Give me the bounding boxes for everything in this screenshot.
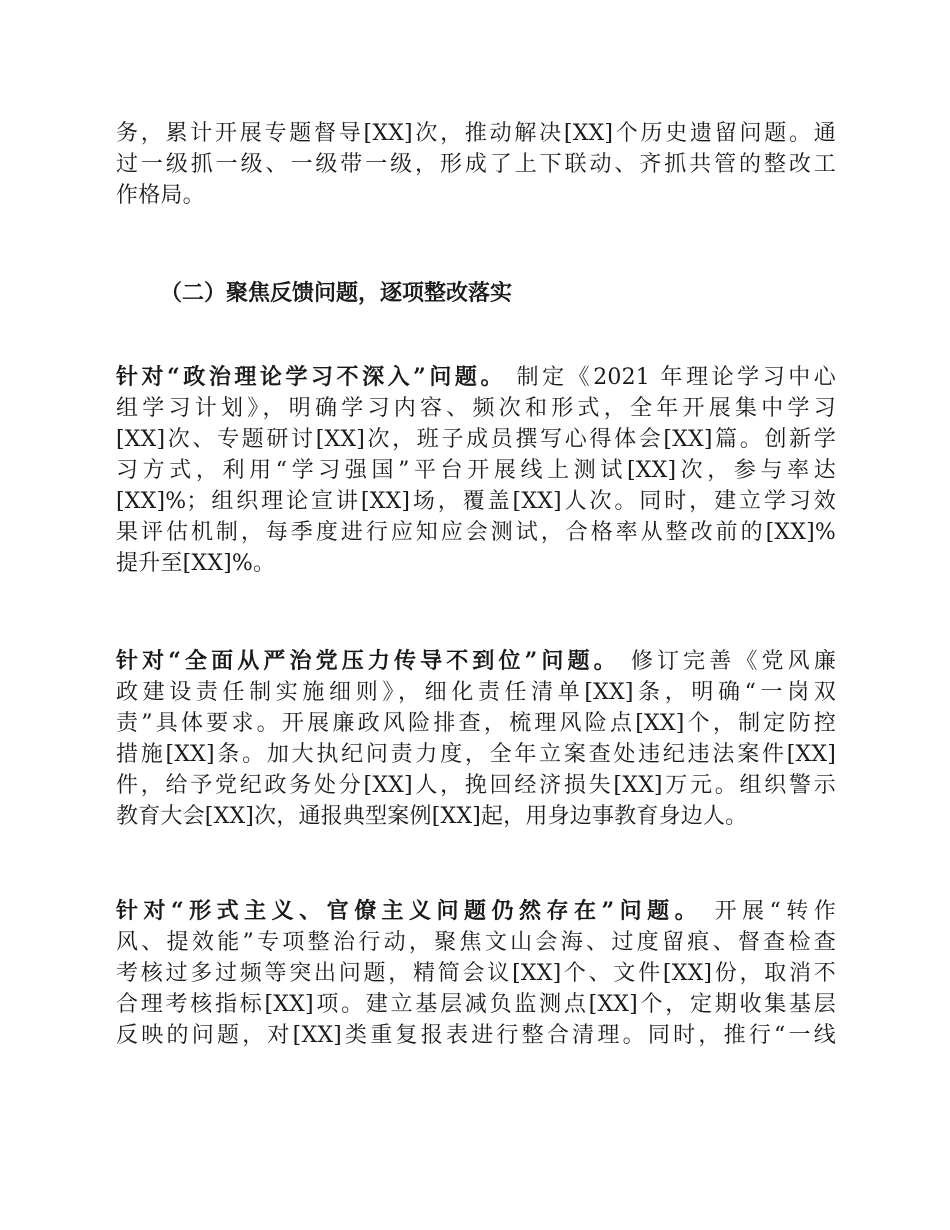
text-fragment: 修订完善《党风廉: [619, 649, 837, 674]
issue-lead: 针对“全面从严治党压力传导不到位”问题。: [116, 648, 620, 674]
text-line: 风、提效能”专项整治行动，聚焦文山会海、过度留痕、督查检查: [116, 930, 836, 955]
text-fragment: 开展“转作: [702, 899, 836, 924]
paragraph-continuation: [116, 118, 836, 211]
section-heading: （二）聚焦反馈问题，逐项整改落实: [160, 280, 513, 306]
text-line: 合理考核指标[XX]项。建立基层减负监测点[XX]个，定期收集基层: [116, 992, 836, 1017]
text-line: [116, 896, 836, 927]
text-fragment: 制定《2021 年理论学习中心: [506, 365, 836, 390]
text-line: [XX]%；组织理论宣讲[XX]场，覆盖[XX]人次。同时，建立学习效: [116, 489, 836, 514]
issue-paragraph-3: [116, 896, 836, 1051]
text-line: 教育大会[XX]次，通报典型案例[XX]起，用身边事教育身边人。: [116, 804, 748, 829]
text-line: 务，累计开展专题督导[XX]次，推动解决[XX]个历史遗留问题。通: [116, 121, 836, 146]
text-line: 责”具体要求。开展廉政风险排查，梳理风险点[XX]个，制定防控: [116, 711, 836, 736]
text-line: [116, 362, 836, 393]
text-line: 反映的问题，对[XX]类重复报表进行整合清理。同时，推行“一线: [116, 1023, 836, 1048]
text-line: 措施[XX]条。加大执纪问责力度，全年立案查处违纪违法案件[XX]: [116, 742, 836, 767]
text-line: 果评估机制，每季度进行应知应会测试，合格率从整改前的[XX]%: [116, 520, 836, 545]
issue-lead: 针对“政治理论学习不深入”问题。: [116, 364, 507, 390]
issue-paragraph-2: [116, 646, 836, 832]
text-line: 政建设责任制实施细则》，细化责任清单[XX]条，明确“一岗双: [116, 680, 836, 705]
text-line: 件，给予党纪政务处分[XX]人，挽回经济损失[XX]万元。组织警示: [116, 773, 836, 798]
text-line: 组学习计划》，明确学习内容、频次和形式，全年开展集中学习: [116, 396, 836, 421]
text-line: [116, 646, 836, 677]
text-line: 提升至[XX]%。: [116, 551, 276, 576]
text-line: 习方式，利用“学习强国”平台开展线上测试[XX]次，参与率达: [116, 458, 836, 483]
issue-paragraph-1: [116, 362, 836, 579]
text-line: [XX]次、专题研讨[XX]次，班子成员撰写心得体会[XX]篇。创新学: [116, 427, 836, 452]
text-line: 过一级抓一级、一级带一级，形成了上下联动、齐抓共管的整改工: [116, 152, 836, 177]
text-line: 考核过多过频等突出问题，精简会议[XX]个、文件[XX]份，取消不: [116, 961, 836, 986]
text-line: 作格局。: [116, 183, 205, 208]
section-heading-block: [116, 278, 836, 309]
issue-lead: 针对“形式主义、官僚主义问题仍然存在”问题。: [116, 898, 703, 924]
